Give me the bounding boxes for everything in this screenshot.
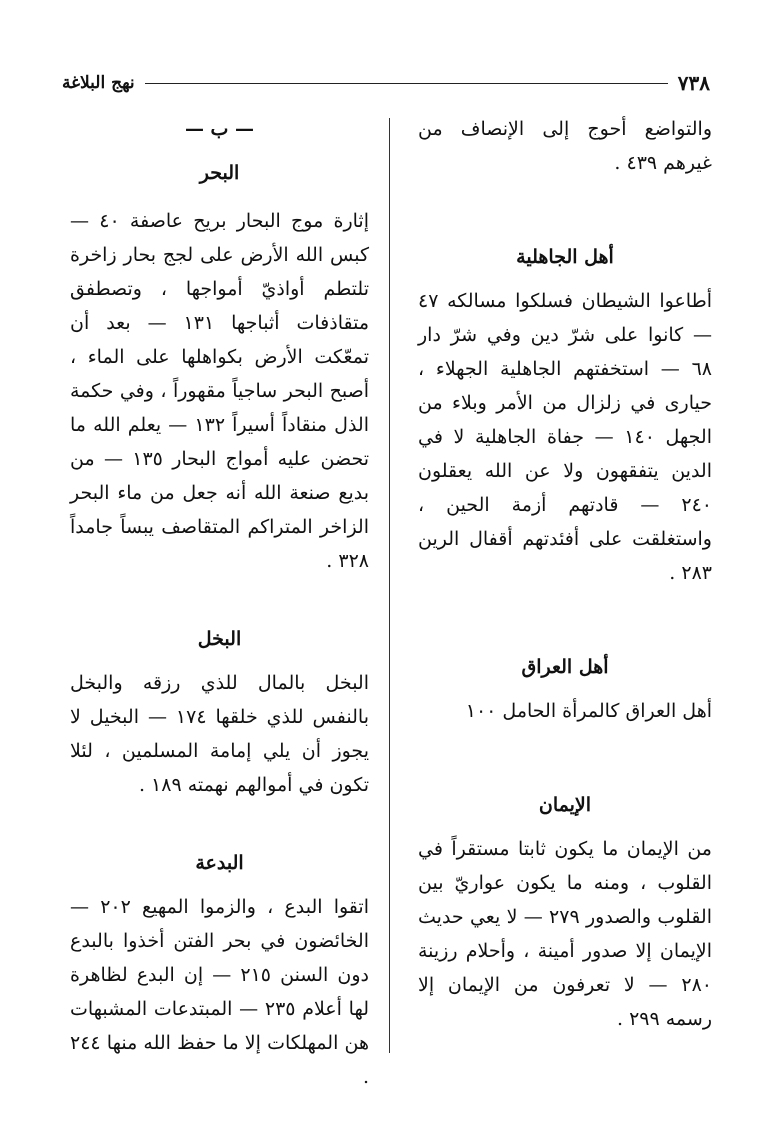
page-header bbox=[62, 68, 710, 98]
section-text-bid'a: اتقوا البدع ، والزموا المهيع ٢٠٢ — الخائضون في بحر الفتن أخذوا بالبدع دون السنن ٢١٥ — إن البدع لظاهرة لها أعلام ٢٣٥ — المبتدعات المشبهات هن المهلكات إلا ما حفظ الله منها ٢٤٤ . bbox=[70, 896, 370, 1088]
header-rule bbox=[145, 83, 668, 84]
section-text-bukhl: البخل بالمال للذي رزقه والبخل بالنفس للذي خلقها ١٧٤ — البخيل لا يجوز أن يلي إمامة المسلمين ، لئلا تكون في أموالهم نهمته ١٨٩ . bbox=[70, 672, 369, 796]
section-heading-jahiliyya: أهل الجاهلية bbox=[516, 246, 614, 268]
page-number: ٧٣٨ bbox=[677, 71, 710, 95]
continuation-paragraph: والتواضع أحوج إلى الإنصاف من غيرهم ٤٣٩ . bbox=[418, 118, 712, 174]
left-column bbox=[70, 112, 369, 1094]
letter-heading: — ب — bbox=[184, 118, 255, 140]
section-text-iraq: أهل العراق كالمرأة الحامل ١٠٠ bbox=[465, 700, 712, 722]
column-divider bbox=[389, 118, 390, 1053]
section-heading-bahr: البحر bbox=[199, 162, 240, 184]
section-heading-bid'a: البدعة bbox=[195, 852, 244, 874]
section-text-jahiliyya: أطاعوا الشيطان فسلكوا مسالكه ٤٧ — كانوا على شرّ دين وفي شرّ دار ٦٨ — استخفتهم الجاهلية الجهلاء ، حيارى في زلزال من الأمر وبلاء من الجهل ١٤٠ — جفاة الجاهلية لا في الدين يتفقهون ولا عن الله يعقلون ٢٤٠ — قادتهم أزمة الحين ، واستغلقت على أفئدتهم أقفال الرين ٢٨٣ . bbox=[418, 290, 712, 584]
section-text-bahr: إثارة موج البحار بريح عاصفة ٤٠ — كبس الله الأرض على لجج بحار زاخرة تلتطم أواذيّ أمواجها ، وتصطفق متقاذفات أثباجها ١٣١ — بعد أن تمعّكت الأرض بكواهلها على الماء ، أصبح البحر ساجياً مقهوراً ، وفي حكمة الذل منقاداً أسيراً ١٣٢ — يعلم الله ما تحضن عليه أمواج البحار ١٣٥ — من بديع صنعة الله أنه جعل من ماء البحر الزاخر المتراكم المتقاصف يبساً جامداً ٣٢٨ . bbox=[70, 210, 370, 572]
section-heading-iraq: أهل العراق bbox=[521, 656, 609, 678]
running-title: نهج البلاغة bbox=[62, 73, 135, 93]
right-column bbox=[418, 112, 712, 1036]
section-heading-bukhl: البخل bbox=[197, 628, 242, 650]
section-heading-iman: الإيمان bbox=[538, 794, 592, 816]
section-text-iman: من الإيمان ما يكون ثابتا مستقراً في القلوب ، ومنه ما يكون عواريّ بين القلوب والصدور ٢٧٩ — لا يعي حديث الإيمان إلا صدور أمينة ، وأحلام رزينة ٢٨٠ — لا تعرفون من الإيمان إلا رسمه ٢٩٩ . bbox=[418, 838, 712, 1030]
